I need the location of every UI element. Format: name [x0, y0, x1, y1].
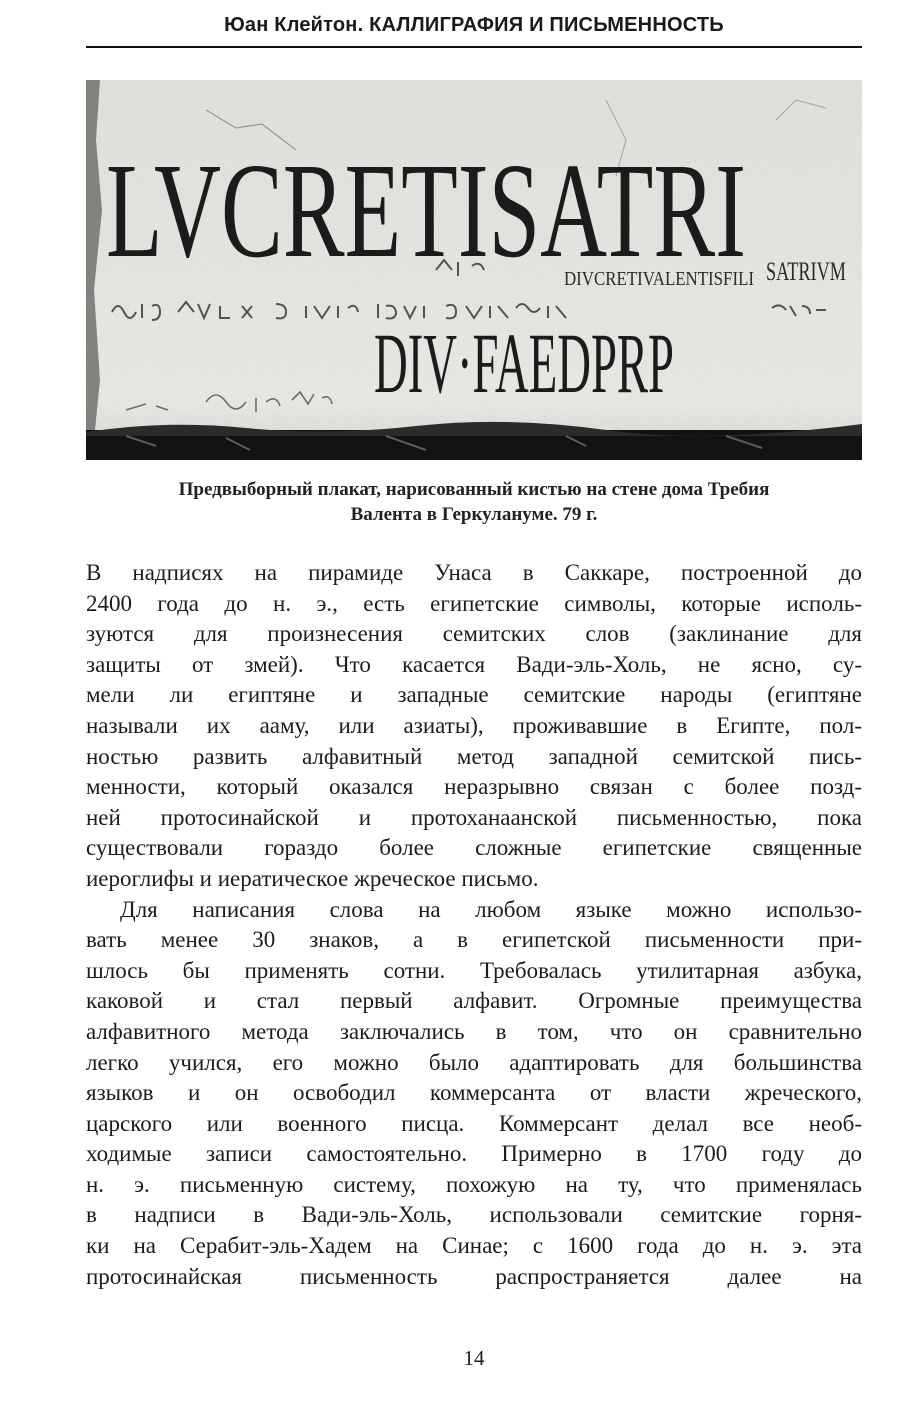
caption-line: Предвыборный плакат, нарисованный кистью на стене дома Требия [178, 479, 770, 500]
text-line: 2400 года до н. э., есть египетские символы, которые исполь- [86, 590, 862, 616]
body-text [86, 558, 862, 1292]
text-line: защиты от змей). Что касается Вади-эль-Холь, не ясно, су- [86, 651, 862, 677]
text-line: ходимые записи самостоятельно. Примерно в 1700 году до [86, 1141, 862, 1167]
page-number: 14 [463, 1346, 485, 1370]
text-line: В надписях на пирамиде Унаса в Саккаре, построенной до [86, 560, 862, 585]
running-head: Юан Клейтон. КАЛЛИГРАФИЯ И ПИСЬМЕННОСТЬ [224, 14, 724, 36]
inscription-small-text-2: SATRIVM [766, 257, 846, 286]
text-line: ки на Серабит-эль-Хадем на Синае; с 1600 года до н. э. эта [86, 1233, 862, 1259]
text-line: Для написания слова на любом языке можно использо- [120, 896, 862, 922]
text-line: называли их ааму, или азиаты), проживавшие в Египте, пол- [86, 712, 862, 738]
text-line: менности, который оказался неразрывно связан с более позд- [86, 774, 862, 800]
text-line: каковой и стал первый алфавит. Огромные преимущества [86, 988, 862, 1014]
inscription-small-text-1: DIVCRETIVALENTISFILI [564, 268, 754, 290]
inscription-lower-text: DIV·FAEDPRP [374, 315, 674, 411]
text-line: протосинайская письменность распространяется далее на [86, 1263, 862, 1289]
text-line: в надписи в Вади-эль-Холь, использовали семитские горня- [86, 1202, 862, 1228]
text-line: вать менее 30 знаков, а в египетской письменности при- [86, 927, 862, 953]
text-line: зуются для произнесения семитских слов (заклинание для [86, 621, 862, 647]
text-line: легко учился, его можно было адаптировать для большинства [86, 1049, 862, 1075]
header-rule [86, 46, 862, 48]
text-line: ней протосинайской и протоханаанской письменностью, пока [86, 804, 862, 830]
text-line: мели ли египтяне и западные семитские народы (египтяне [86, 682, 862, 708]
wall-inscription-image [86, 80, 862, 460]
inscription-photo [86, 80, 862, 460]
text-line: шлось бы применять сотни. Требовалась утилитарная азбука, [86, 957, 862, 983]
paragraph [86, 558, 862, 895]
text-line: иероглифы и иератическое жреческое письмо. [86, 865, 539, 891]
text-line: ностью развить алфавитный метод западной семитской пись- [86, 743, 862, 769]
caption-line: Валента в Геркулануме. 79 г. [350, 504, 598, 525]
text-line: алфавитного метода заключались в том, что он сравнительно [86, 1018, 862, 1044]
text-line: языков и он освободил коммерсанта от власти жреческого, [86, 1080, 862, 1106]
text-line: царского или военного писца. Коммерсант делал все необ- [86, 1110, 862, 1136]
figure-caption [86, 477, 862, 527]
text-line: существовали гораздо более сложные египетские священные [86, 835, 862, 861]
inscription-main-text: LVCRETISATRI [106, 136, 746, 286]
paragraph [86, 895, 862, 1293]
text-line: н. э. письменную систему, похожую на ту, что применялась [86, 1171, 862, 1197]
